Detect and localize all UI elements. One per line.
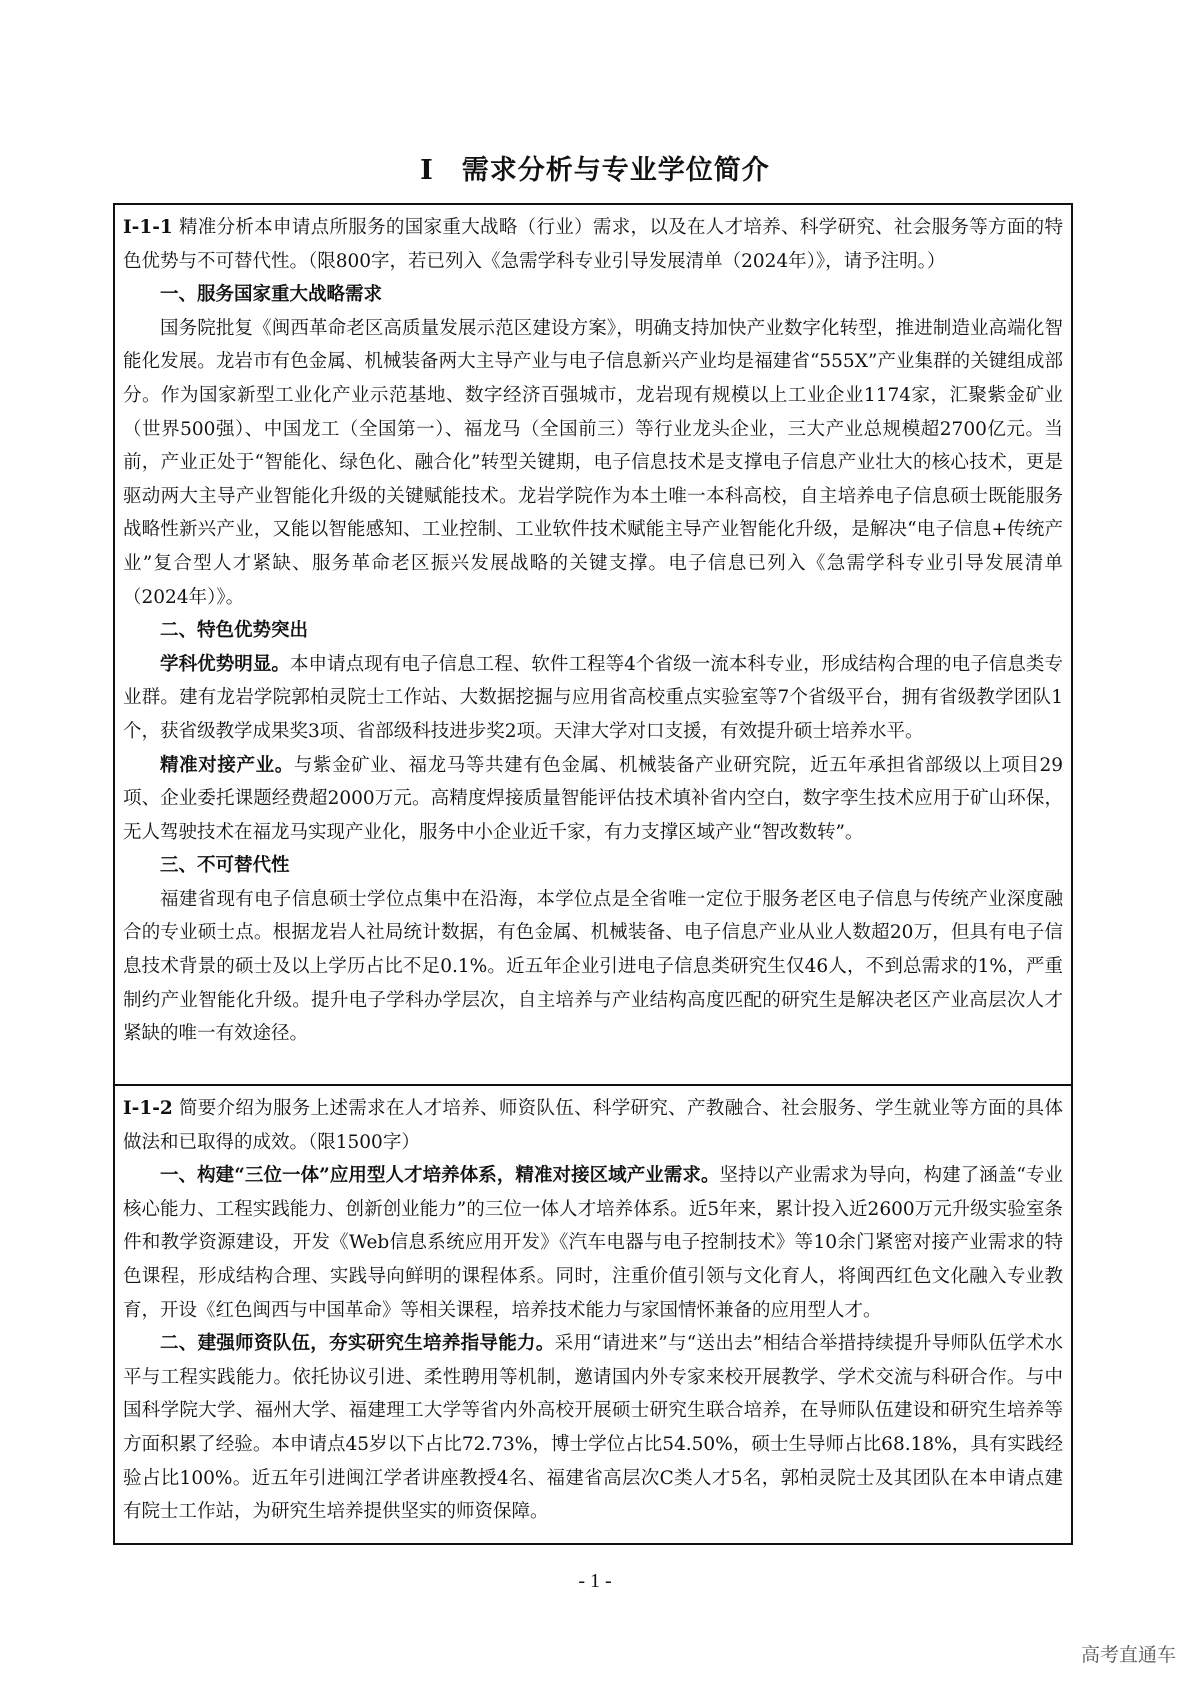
paragraph-training	[123, 1159, 1063, 1327]
paragraph-irreplaceable: 福建省现有电子信息硕士学位点集中在沿海，本学位点是全省唯一定位于服务老区电子信息与传统产业深度融合的专业硕士点。根据龙岩人社局统计数据，有色金属、机械装备、电子信息产业从业人数超20万，但具有电子信息技术背景的硕士及以上学历占比不足0.1%。近五年企业引进电子信息类研究生仅46人，不到总需求的1%，严重制约产业智能化升级。提升电子学科办学层次，自主培养与产业结构高度匹配的研究生是解决老区产业高层次人才紧缺的唯一有效途径。	[123, 888, 1063, 1045]
paragraph-industry	[123, 749, 1063, 850]
prompt-text-2: 简要介绍为服务上述需求在人才培养、师资队伍、科学研究、产教融合、社会服务、学生就业等方面的具体做法和已取得的成效。（限1500字）	[123, 1098, 1063, 1153]
lead-industry: 精准对接产业。	[160, 754, 294, 776]
paragraph-faculty	[123, 1327, 1063, 1529]
lead-discipline: 学科优势明显。	[160, 653, 290, 675]
watermark: 高考直通车	[1080, 1644, 1176, 1666]
page-title: Ⅰ 需求分析与专业学位简介	[420, 155, 770, 186]
heading-irreplaceable: 三、不可替代性	[160, 855, 290, 877]
paragraph-strategy: 国务院批复《闽西革命老区高质量发展示范区建设方案》，明确支持加快产业数字化转型，推进制造业高端化智能化发展。龙岩市有色金属、机械装备两大主导产业与电子信息新兴产业均是福建省“555X”产业集群的关键组成部分。作为国家新型工业化产业示范基地、数字经济百强城市，龙岩现有规模以上工业企业1174家，汇聚紫金矿业（世界500强）、中国龙工（全国第一）、福龙马（全国前三）等行业龙头企业，三大产业总规模超2700亿元。当前，产业正处于“智能化、绿色化、融合化”转型关键期，电子信息技术是支撑电子信息产业壮大的核心技术，更是驱动两大主导产业智能化升级的关键赋能技术。龙岩学院作为本土唯一本科高校，自主培养电子信息硕士既能服务战略性新兴产业，又能以智能感知、工业控制、工业软件技术赋能主导产业智能化升级，是解决“电子信息+传统产业”复合型人才紧缺、服务革命老区振兴发展战略的关键支撑。电子信息已列入《急需学科专业引导发展清单（2024年）》。	[123, 317, 1063, 608]
lead-faculty: 二、建强师资队伍，夯实研究生培养指导能力。	[160, 1333, 555, 1355]
text-faculty: 采用“请进来”与“送出去”相结合举措持续提升导师队伍学术水平与工程实践能力。依托协议引进、柔性聘用等机制，邀请国内外专家来校开展教学、学术交流与科研合作。与中国科学院大学、福州大学、福建理工大学等省内外高校开展硕士研究生联合培养，在导师队伍建设和研究生培养等方面积累了经验。本申请点45岁以下占比72.73%，博士学位占比54.50%，硕士生导师占比68.18%，具有实践经验占比100%。近五年引进闽江学者讲座教授4名、福建省高层次C类人才5名，郭柏灵院士及其团队在本申请点建有院士工作站，为研究生培养提供坚实的师资保障。	[123, 1333, 1063, 1523]
prompt-id-2: I-1-2	[123, 1098, 173, 1119]
text-discipline: 本申请点现有电子信息工程、软件工程等4个省级一流本科专业，形成结构合理的电子信息类专业群。建有龙岩学院郭柏灵院士工作站、大数据挖掘与应用省高校重点实验室等7个省级平台，拥有省级教学团队1个，获省级教学成果奖3项、省部级科技进步奖2项。天津大学对口支援，有效提升硕士培养水平。	[123, 653, 1063, 742]
heading-strategy: 一、服务国家重大战略需求	[160, 284, 383, 306]
prompt-id-1: I-1-1	[123, 217, 173, 238]
heading-advantages: 二、特色优势突出	[160, 620, 309, 642]
prompt-1	[123, 211, 1063, 278]
prompt-2	[123, 1092, 1063, 1159]
section-box-1	[113, 203, 1073, 1086]
text-industry: 与紫金矿业、福龙马等共建有色金属、机械装备产业研究院，近五年承担省部级以上项目29项、企业委托课题经费超2000万元。高精度焊接质量智能评估技术填补省内空白，数字孪生技术应用于矿山环保，无人驾驶技术在福龙马实现产业化，服务中小企业近千家，有力支撑区域产业“智改数转”。	[123, 754, 1063, 843]
lead-training: 一、构建“三位一体”应用型人才培养体系，精准对接区域产业需求。	[160, 1165, 720, 1187]
section-box-2	[113, 1084, 1073, 1545]
text-training: 坚持以产业需求为导向，构建了涵盖“专业核心能力、工程实践能力、创新创业能力”的三位一体人才培养体系。近5年来，累计投入近2600万元升级实验室条件和教学资源建设，开发《Web信息系统应用开发》《汽车电器与电子控制技术》等10余门紧密对接产业需求的特色课程，形成结构合理、实践导向鲜明的课程体系。同时，注重价值引领与文化育人，将闽西红色文化融入专业教育，开设《红色闽西与中国革命》等相关课程，培养技术能力与家国情怀兼备的应用型人才。	[123, 1165, 1063, 1321]
prompt-text-1: 精准分析本申请点所服务的国家重大战略（行业）需求，以及在人才培养、科学研究、社会服务等方面的特色优势与不可替代性。（限800字，若已列入《急需学科专业引导发展清单（2024年）》，请予注明。）	[123, 217, 1063, 272]
paragraph-discipline	[123, 648, 1063, 749]
page-number: - 1 -	[578, 1570, 612, 1592]
